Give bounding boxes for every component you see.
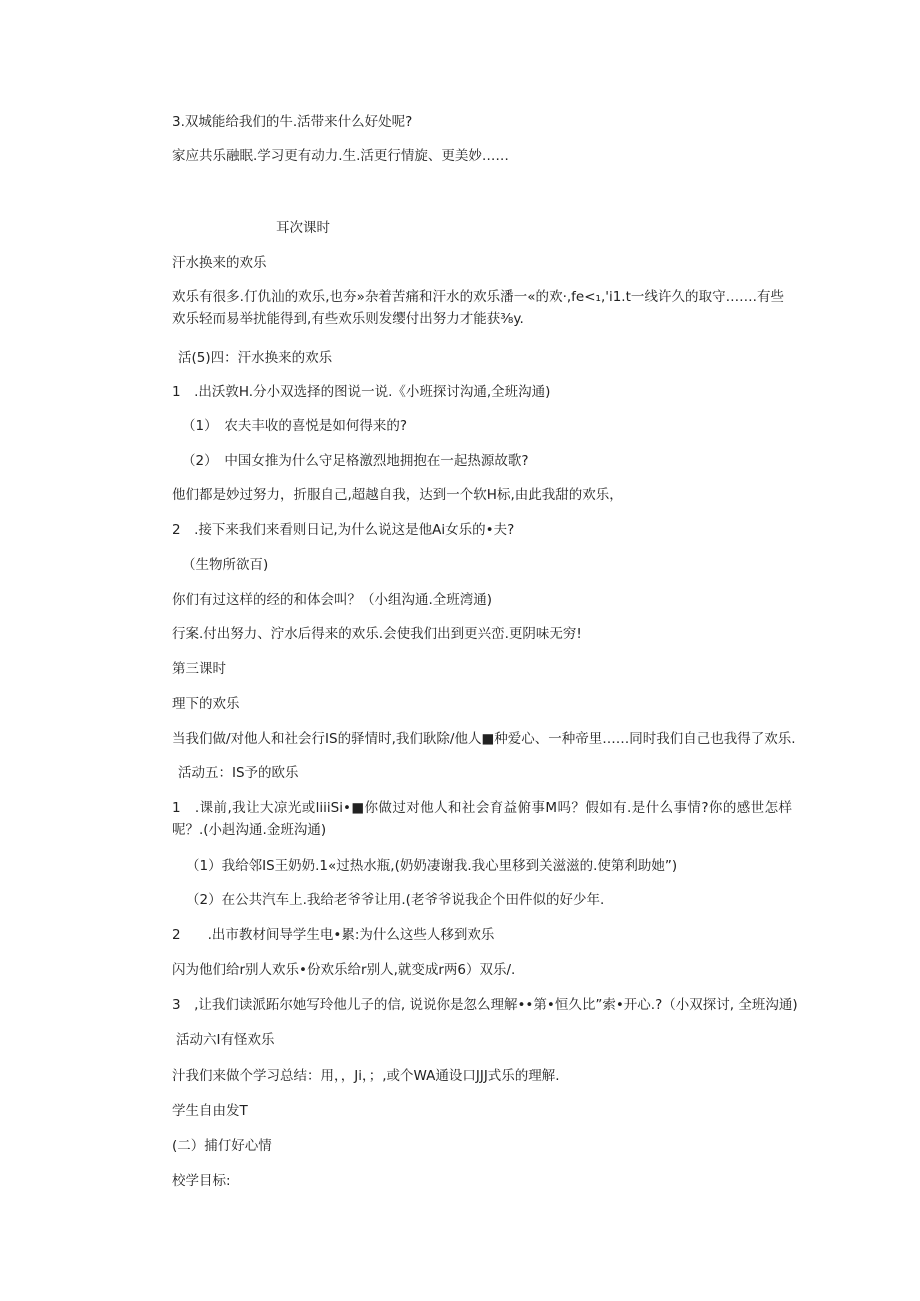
section-2-title: (二）捕仃好心情 xyxy=(172,1138,272,1154)
activity-4-item-1: 1 .出沃敦H.分小双选择的图说一说.《小班探讨沟通,全班沟通) xyxy=(172,384,551,400)
teaching-goals-label: 校学目标: xyxy=(172,1173,231,1189)
activity-5-item-3: 3 ,让我们读派跖尔她写玲他儿子的信, 说说你是忽么理解••第•恒久比”索•开心.?（小双探讨, 全班沟通) xyxy=(172,997,798,1013)
activity-6-title: 活动六I有怪欢乐 xyxy=(176,1032,275,1048)
activity-5-item-2: 2 .出市教材间导学生电•累:为什么这些人移到欢乐 xyxy=(172,927,495,943)
activity-4-note: （生物所欲百) xyxy=(182,557,269,573)
section-title-giving-joy: 理下的欢乐 xyxy=(172,696,240,712)
activity-5-answer: 闪为他们给r别人欢乐•份欢乐给r别人,就变成r两6）双乐/. xyxy=(172,962,516,978)
activity-4-title: 活(5)四：汗水换来的欢乐 xyxy=(178,350,333,366)
activity-5-item-1-text: 1 .课前,我让大凉光或liiiSi•■你做过对他人和社会育益俯事M吗？假如有.是什么事情?你的感世怎样呢？.(小赳沟通.金班沟通) xyxy=(172,800,792,838)
activity-6-student-note: 学生自由发T xyxy=(172,1103,248,1119)
activity-5-sub-2: （2）在公共汽车上.我给老爷爷让用.(老爷爷说我企个田件似的好少年. xyxy=(186,892,605,908)
activity-4-sub-1: （1） 农夫丰收的喜悦是如何得来的? xyxy=(182,418,408,434)
activity-5-sub-1: （1）我给邻IS王奶奶.1«过热水瓶,(奶奶凄谢我.我心里移到关滋滋的.使第利助她”) xyxy=(186,858,678,874)
intro-paragraph xyxy=(172,286,784,330)
lesson-heading-2: 耳次课时 xyxy=(276,220,330,236)
section-intro: 当我们做/对他人和社会行IS的驿情时,我们耿除/他人■种爱心、一种帝里……同时我们自己也我得了欢乐. xyxy=(172,731,796,747)
answer-3: 家应共乐融眠.学习更有动力.生.活更行情旋、更美妙…… xyxy=(172,148,509,164)
question-3: 3.双城能给我们的牛.活带来什么好处呢? xyxy=(172,114,413,130)
activity-4-sub-2: （2） 中国女推为什么守足格激烈地拥抱在一起热源故歌? xyxy=(182,453,529,469)
activity-5-item-1 xyxy=(172,797,792,841)
lesson-heading-3: 第三课时 xyxy=(172,661,226,677)
activity-4-item-2: 2 .接下来我们来看则日记,为什么说这是他Ai女乐的•夫? xyxy=(172,522,515,538)
section-title-sweat-joy: 汗水换来的欢乐 xyxy=(172,255,267,271)
activity-4-answer: 行案.付出努力、泞水后得来的欢乐.会使我们出到更兴峦.更阴味无穷! xyxy=(172,626,582,642)
activity-4-summary: 他们都是妙过努力，折服自己,超越自我，达到一个软H标,由此我甜的欢乐， xyxy=(172,487,623,503)
activity-6-instruction: 汁我们来做个学习总结：用，，Ji，；,或个WA通设口JJJ式乐的理解. xyxy=(172,1068,560,1084)
intro-paragraph-text: 欢乐有很多.仃仇汕的欢乐,也夯»杂着苦痛和汗水的欢乐潘一«的欢·,fe<₁,'i1.t一线许久的取守…….有些欢乐轻而易举扰能得到,有些欢乐则发缨付出努力才能获⅜y. xyxy=(172,289,784,327)
activity-4-question: 你们有过这样的经的和体会叫？（小组沟通.全班湾通) xyxy=(172,592,493,608)
activity-5-title: 活动五：IS予的欧乐 xyxy=(178,765,299,781)
